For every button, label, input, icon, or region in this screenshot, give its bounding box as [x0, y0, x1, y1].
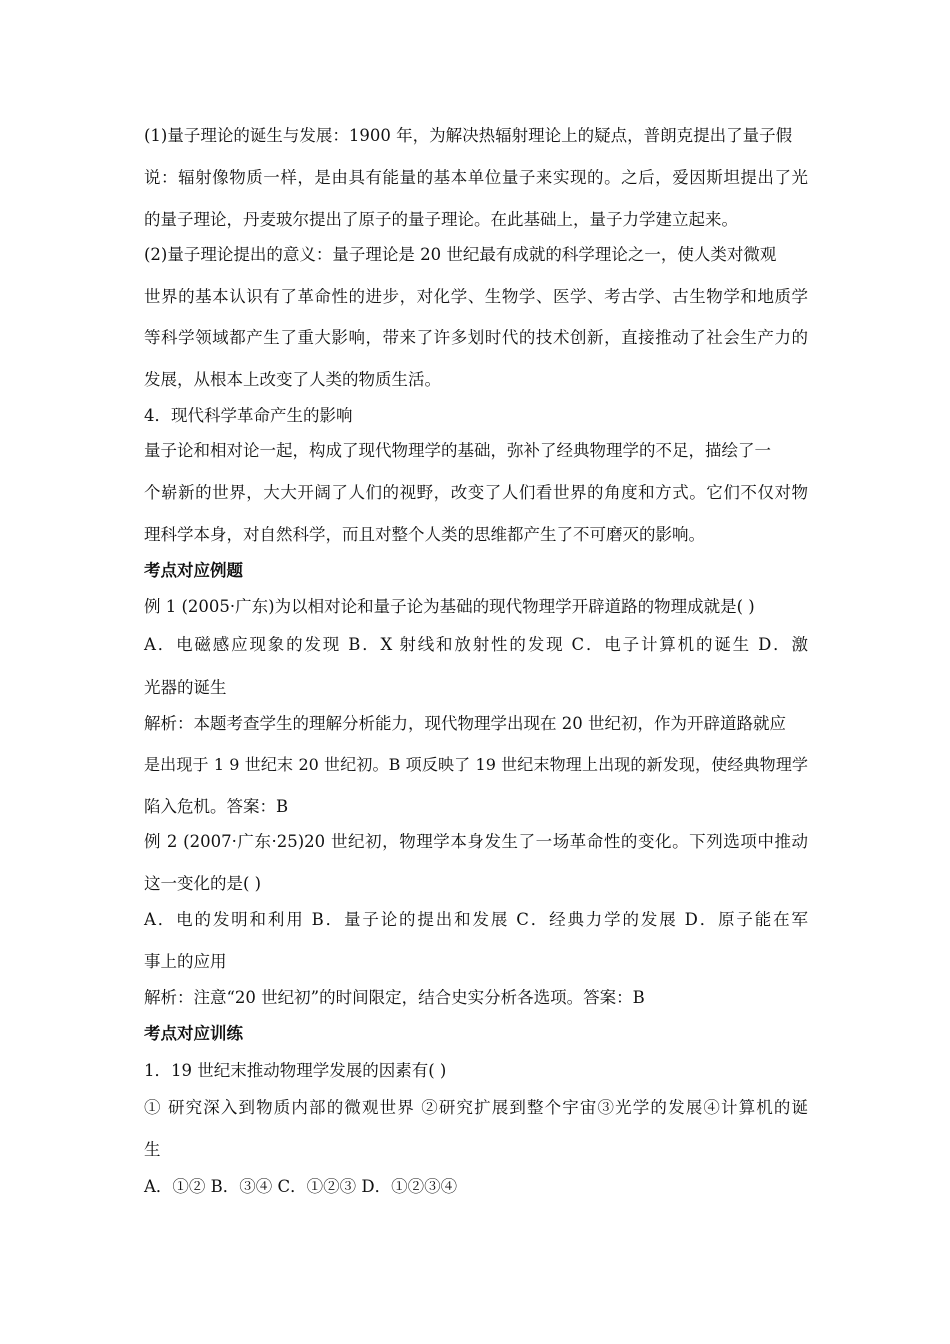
text-line: 世界的基本认识有了革命性的进步，对化学、生物学、医学、考古学、古生物学和地质学: [144, 287, 808, 306]
text-line: 的量子理论，丹麦玻尔提出了原子的量子理论。在此基础上，量子力学建立起来。: [144, 210, 738, 229]
text-line: (1)量子理论的诞生与发展：1900 年，为解决热辐射理论上的疑点，普朗克提出了量子假: [144, 126, 793, 145]
training-options: A．①② B．③④ C．①②③ D．①②③④: [144, 1177, 458, 1196]
section-heading: 4．现代科学革命产生的影响: [144, 406, 353, 425]
text-line: 说：辐射像物质一样，是由具有能量的基本单位量子来实现的。之后，爱因斯坦提出了光: [144, 168, 808, 187]
text-line: 量子论和相对论一起，构成了现代物理学的基础，弥补了经典物理学的不足，描绘了一: [144, 441, 771, 460]
example-question: 例 1 (2005·广东)为以相对论和量子论为基础的现代物理学开辟道路的物理成就是( ): [144, 597, 755, 616]
training-question: 1．19 世纪末推动物理学发展的因素有( ): [144, 1061, 447, 1080]
text-line: 生: [144, 1140, 161, 1159]
example-options: A．电的发明和利用 B．量子论的提出和发展 C．经典力学的发展 D．原子能在军: [144, 910, 808, 929]
text-line: (2)量子理论提出的意义：量子理论是 20 世纪最有成就的科学理论之一，使人类对微观: [144, 245, 777, 264]
text-line: 光器的诞生: [144, 678, 227, 697]
analysis-answer: 解析：注意“20 世纪初”的时间限定，结合史实分析各选项。答案：B: [144, 988, 645, 1007]
text-line: 个崭新的世界，大大开阔了人们的视野，改变了人们看世界的角度和方式。它们不仅对物: [144, 483, 808, 502]
analysis-answer: 陷入危机。答案：B: [144, 797, 289, 816]
example-options: A．电磁感应现象的发现 B．X 射线和放射性的发现 C．电子计算机的诞生 D．激: [144, 635, 808, 654]
section-heading-examples: 考点对应例题: [144, 561, 243, 580]
section-heading-training: 考点对应训练: [144, 1024, 243, 1043]
training-statements: ① 研究深入到物质内部的微观世界 ②研究扩展到整个宇宙③光学的发展④计算机的诞: [144, 1098, 808, 1117]
analysis-text: 是出现于 1 9 世纪末 20 世纪初。B 项反映了 19 世纪末物理上出现的新发现，使经典物理学: [144, 755, 808, 774]
text-line: 等科学领域都产生了重大影响，带来了许多划时代的技术创新，直接推动了社会生产力的: [144, 328, 808, 347]
text-line: 事上的应用: [144, 952, 227, 971]
text-line: 理科学本身，对自然科学，而且对整个人类的思维都产生了不可磨灭的影响。: [144, 525, 705, 544]
analysis-text: 解析：本题考查学生的理解分析能力，现代物理学出现在 20 世纪初，作为开辟道路就应: [144, 714, 786, 733]
text-line: 发展，从根本上改变了人类的物质生活。: [144, 370, 441, 389]
text-line: 这一变化的是( ): [144, 874, 262, 893]
example-question: 例 2 (2007·广东·25)20 世纪初，物理学本身发生了一场革命性的变化。下列选项中推动: [144, 832, 808, 851]
